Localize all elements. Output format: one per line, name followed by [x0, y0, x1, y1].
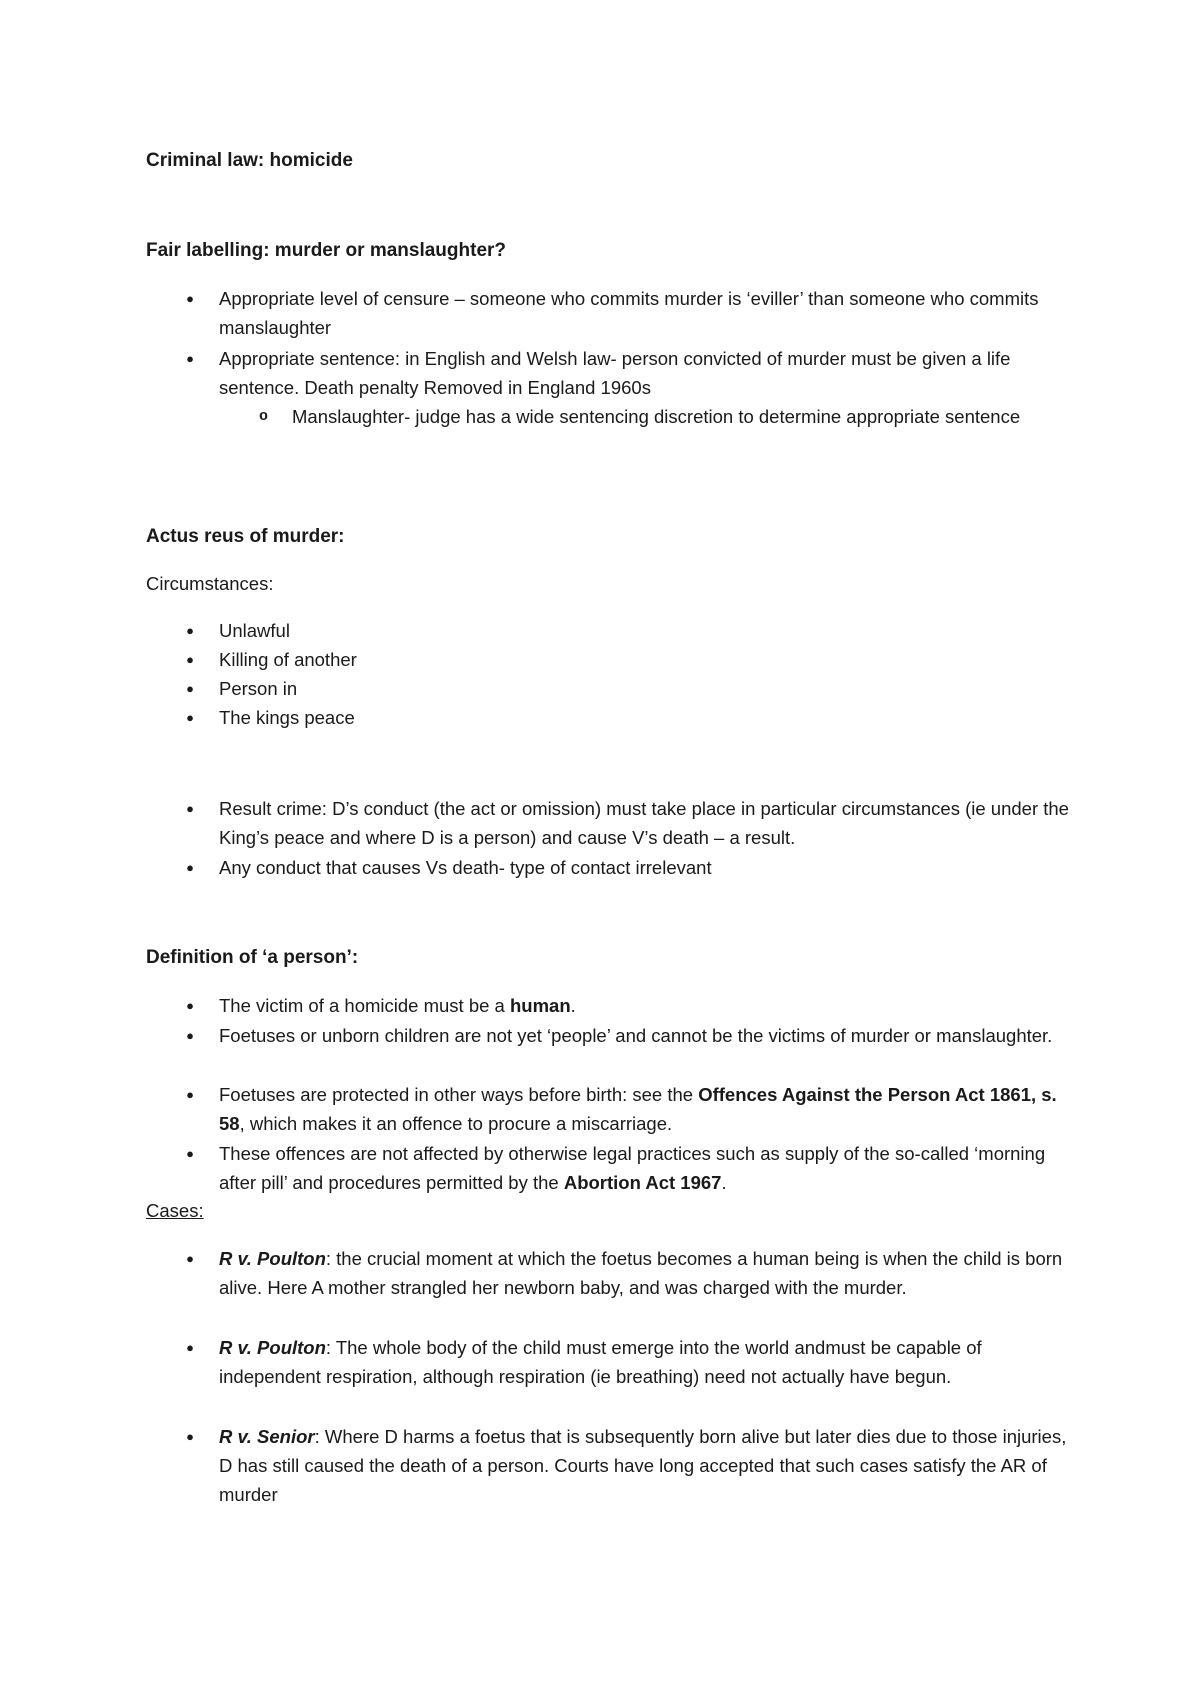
bullet-icon: ●	[186, 681, 194, 696]
cases-label: Cases:	[146, 1200, 204, 1221]
list-item: ● These offences are not affected by otherwise legal practices such as supply of the so-called ‘morning after pill’ and procedures permitted by the Abortion Act 1967.	[219, 1139, 1079, 1197]
bullet-icon: ●	[186, 998, 194, 1013]
case-name: R v. Poulton	[219, 1337, 326, 1358]
bullet-icon: ●	[186, 351, 194, 366]
bullet-icon: ●	[186, 1340, 194, 1355]
bullet-icon: ●	[186, 623, 194, 638]
bullet-icon: ●	[186, 1028, 194, 1043]
case-name: R v. Poulton	[219, 1248, 326, 1269]
case-name: R v. Senior	[219, 1426, 315, 1447]
list-item: ● The kings peace	[219, 703, 1079, 732]
bullet-icon: ●	[186, 860, 194, 875]
fair-labelling-heading: Fair labelling: murder or manslaughter?	[146, 240, 507, 261]
bullet-icon: ●	[186, 710, 194, 725]
bullet-icon: ●	[186, 291, 194, 306]
document-title: Criminal law: homicide	[146, 150, 353, 171]
list-item: ● Person in	[219, 674, 1079, 703]
case-item: ● R v. Senior: Where D harms a foetus that is subsequently born alive but later dies due to those injuries, D has still caused the death of a person. Courts have long accepted that such cases satisfy the AR of murder	[219, 1422, 1079, 1509]
list-item: ● Killing of another	[219, 645, 1079, 674]
bullet-icon: ●	[186, 1251, 194, 1266]
list-item: ● Appropriate sentence: in English and Welsh law- person convicted of murder must be given a life sentence. Death penalty Removed in England 1960s	[219, 344, 1079, 402]
bullet-icon: ●	[186, 801, 194, 816]
case-item: ● R v. Poulton: The whole body of the child must emerge into the world andmust be capable of independent respiration, although respiration (ie breathing) need not actually have begun.	[219, 1333, 1079, 1391]
list-item: ● Result crime: D’s conduct (the act or omission) must take place in particular circumstances (ie under the King’s peace and where D is a person) and cause V’s death – a result.	[219, 794, 1079, 852]
circumstances-label: Circumstances:	[146, 573, 274, 594]
person-heading: Definition of ‘a person’:	[146, 947, 359, 968]
list-item: ● Foetuses or unborn children are not yet ‘people’ and cannot be the victims of murder or manslaughter.	[219, 1021, 1079, 1050]
bullet-icon: ●	[186, 1087, 194, 1102]
list-item: ● Foetuses are protected in other ways before birth: see the Offences Against the Person Act 1861, s. 58, which makes it an offence to procure a miscarriage.	[219, 1080, 1079, 1138]
case-item: ● R v. Poulton: the crucial moment at which the foetus becomes a human being is when the child is born alive. Here A mother strangled her newborn baby, and was charged with the murder.	[219, 1244, 1079, 1302]
list-item: ● Appropriate level of censure – someone who commits murder is ‘eviller’ than someone who commits manslaughter	[219, 284, 1079, 342]
sub-bullet-icon: o	[259, 408, 269, 425]
list-item: ● The victim of a homicide must be a human.	[219, 991, 1079, 1020]
actus-reus-heading: Actus reus of murder:	[146, 526, 345, 547]
list-item: ● Unlawful	[219, 616, 1079, 645]
sub-list-item: o Manslaughter- judge has a wide sentencing discretion to determine appropriate sentence	[292, 402, 1072, 431]
bullet-icon: ●	[186, 652, 194, 667]
list-item: ● Any conduct that causes Vs death- type of contact irrelevant	[219, 853, 1079, 882]
bullet-icon: ●	[186, 1146, 194, 1161]
bullet-icon: ●	[186, 1429, 194, 1444]
